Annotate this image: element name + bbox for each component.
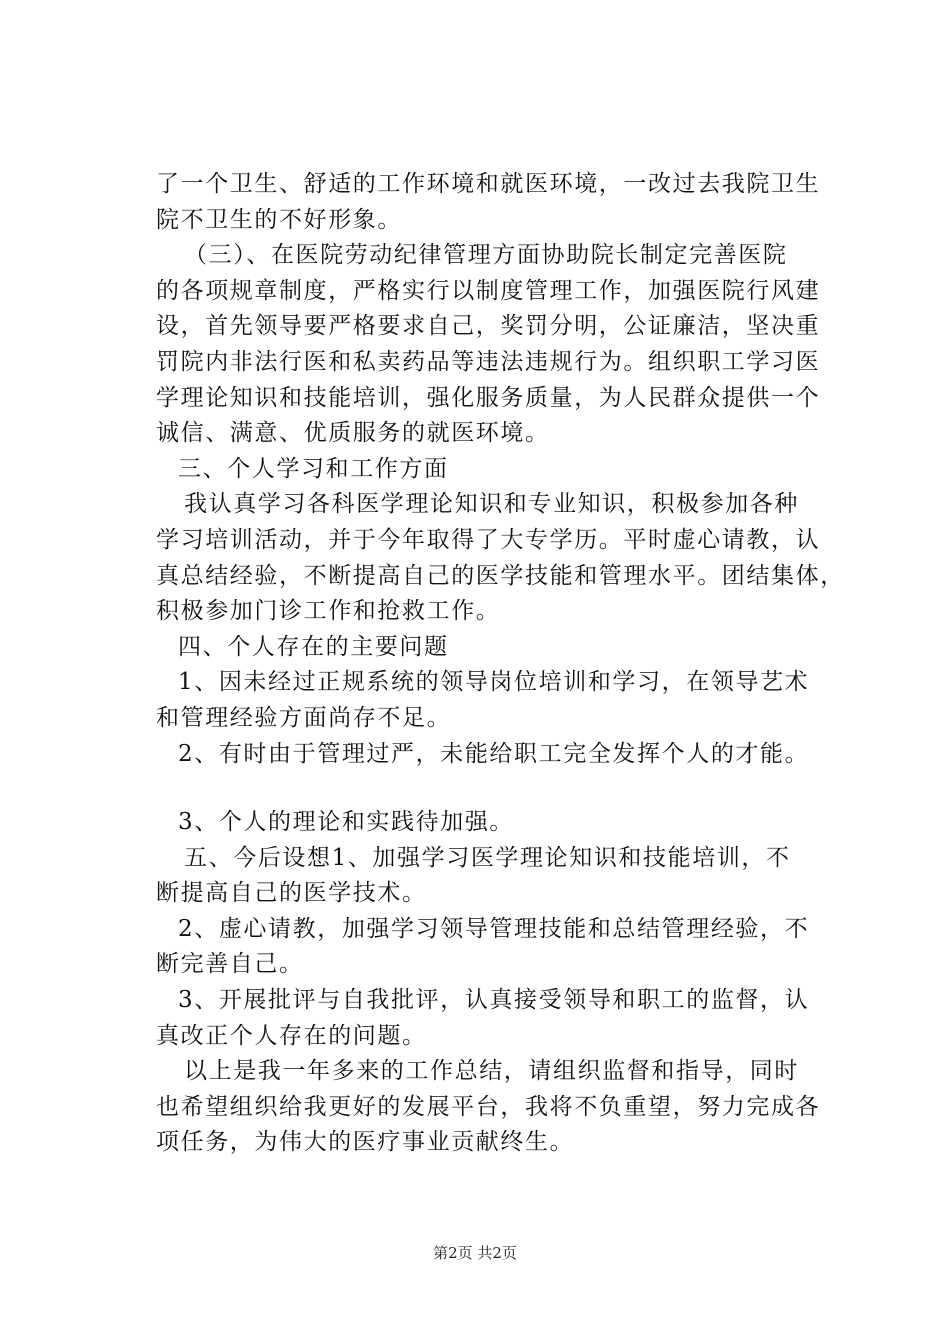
text-line: 断完善自己。 <box>156 951 304 978</box>
text-line: 以上是我一年多来的工作总结，请组织监督和指导，同时 <box>184 1058 799 1085</box>
text-line: 2、虚心请教，加强学习领导管理技能和总结管理经验，不 <box>178 915 810 942</box>
text-line: 学理论知识和技能培训，强化服务质量，为人民群众提供一个 <box>156 384 821 411</box>
text-line: 诚信、满意、优质服务的就医环境。 <box>156 420 550 447</box>
text-line: 真总结经验，不断提高自己的医学技能和管理水平。团结集体， <box>156 562 845 589</box>
text-line: 设，首先领导要严格要求自己，奖罚分明，公证廉洁，坚决重 <box>156 313 821 340</box>
text-line: 2、有时由于管理过严，未能给职工完全发挥个人的才能。 <box>178 740 810 767</box>
text-line: 了一个卫生、舒适的工作环境和就医环境，一改过去我院卫生 <box>156 171 821 197</box>
text-line: 3、开展批评与自我批评，认真接受领导和职工的监督，认 <box>178 987 810 1014</box>
document-body <box>156 167 845 1161</box>
text-line: 积极参加门诊工作和抢救工作。 <box>156 598 501 625</box>
text-line: 也希望组织给我更好的发展平台，我将不负重望，努力完成各 <box>156 1093 821 1120</box>
text-line: 四、个人存在的主要问题 <box>178 633 449 660</box>
text-line: 五、今后设想1、加强学习医学理论知识和技能培训，不 <box>184 844 791 871</box>
text-line: 和管理经验方面尚存不足。 <box>156 704 452 731</box>
page-footer: 第2页 共2页 <box>433 1244 517 1262</box>
text-line: 3、个人的理论和实践待加强。 <box>178 809 515 836</box>
text-line: 的各项规章制度，严格实行以制度管理工作，加强医院行风建 <box>156 277 821 304</box>
text-line: 学习培训活动，并于今年取得了大专学历。平时虚心请教，认 <box>156 526 821 553</box>
text-line: 真改正个人存在的问题。 <box>156 1022 427 1049</box>
paragraph-spacer <box>156 772 836 805</box>
text-line: 院不卫生的不好形象。 <box>156 206 402 233</box>
text-line: 罚院内非法行医和私卖药品等违法违规行为。组织职工学习医 <box>156 348 821 375</box>
text-line: 我认真学习各科医学理论知识和专业知识，积极参加各种 <box>184 491 799 518</box>
text-line: 三、个人学习和工作方面 <box>178 455 449 482</box>
text-line: 断提高自己的医学技术。 <box>156 880 427 907</box>
text-line: 1、因未经过正规系统的领导岗位培训和学习，在领导艺术 <box>178 669 810 696</box>
text-line: （三）、在医院劳动纪律管理方面协助院长制定完善医院 <box>184 242 788 269</box>
text-line: 项任务，为伟大的医疗事业贡献终生。 <box>156 1129 575 1156</box>
